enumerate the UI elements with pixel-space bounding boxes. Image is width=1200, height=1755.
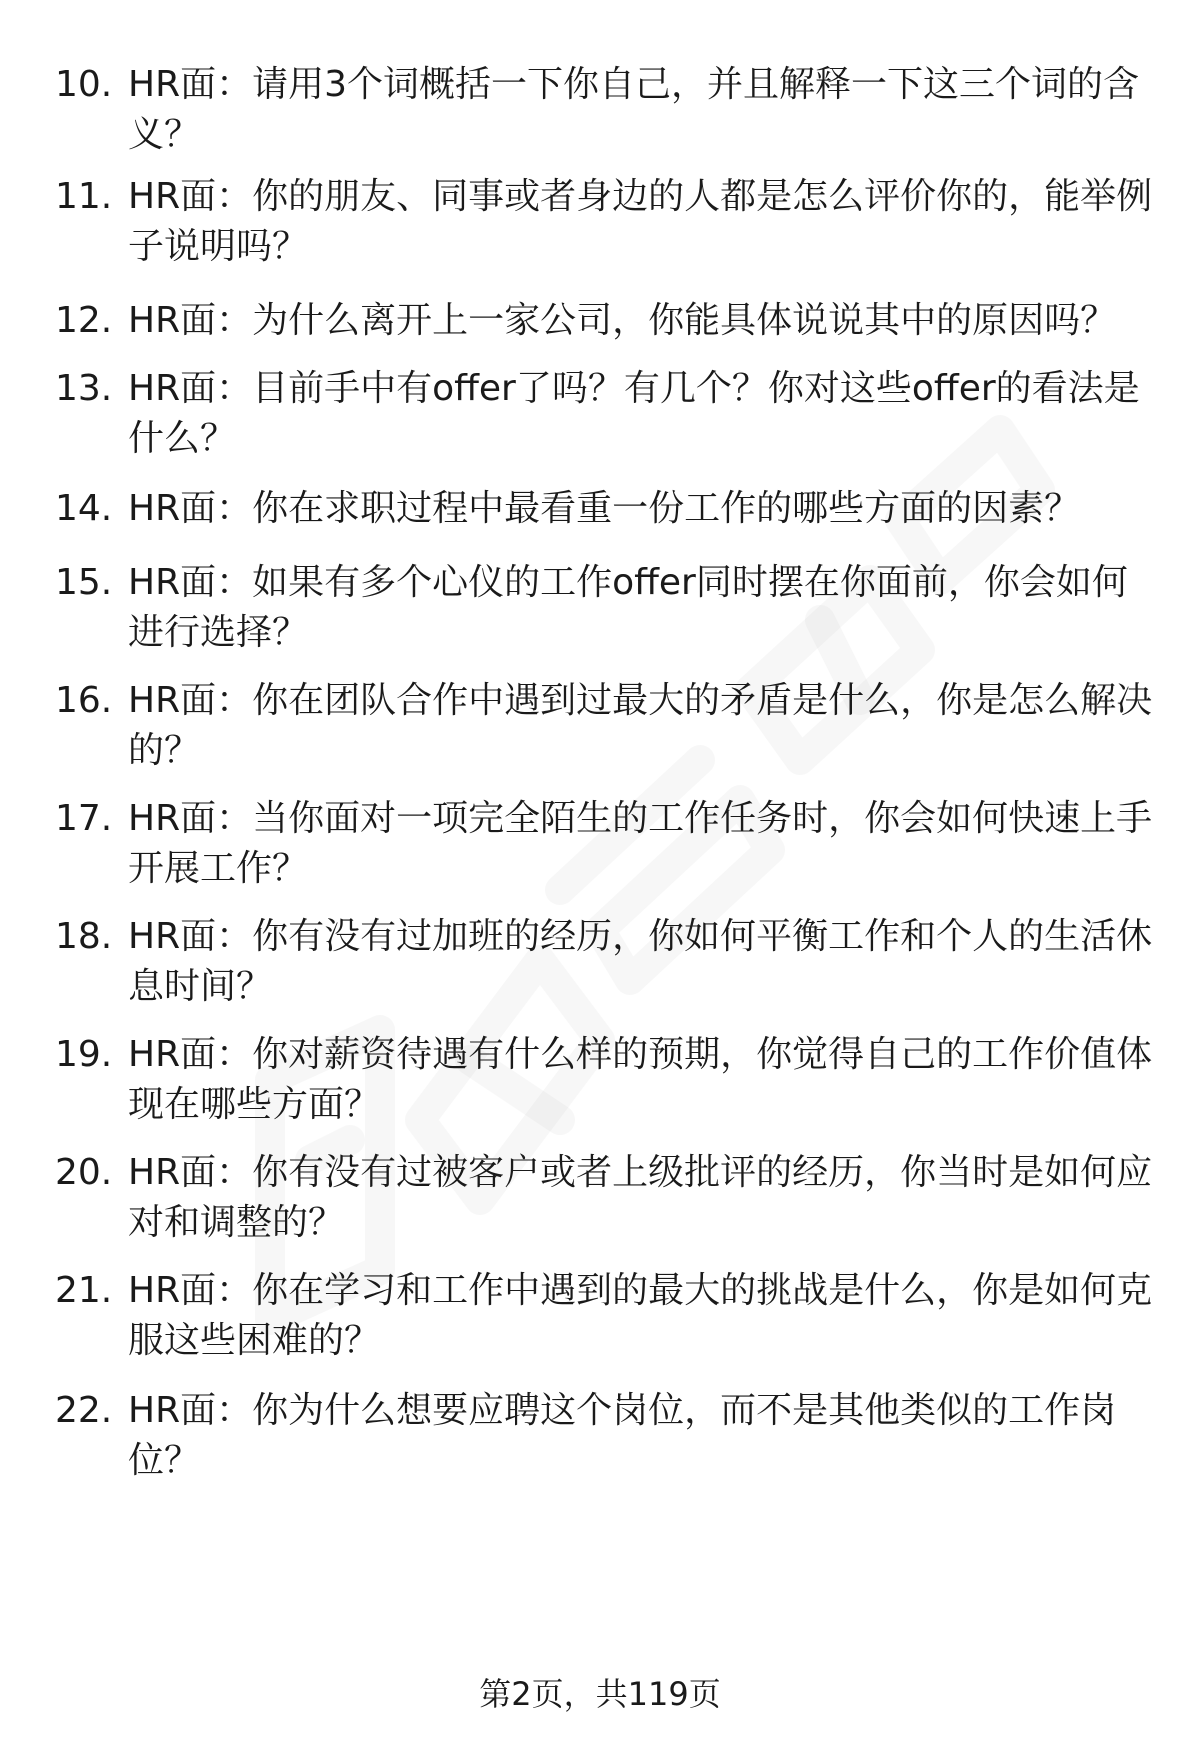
question-item xyxy=(55,1266,1155,1366)
question-text: HR面：当你面对一项完全陌生的工作任务时，你会如何快速上手开展工作？ xyxy=(128,798,1153,889)
question-item xyxy=(55,484,1155,534)
question-number: 15. xyxy=(55,562,113,603)
question-text: HR面：你在求职过程中最看重一份工作的哪些方面的因素？ xyxy=(128,488,1081,529)
question-text: HR面：你有没有过被客户或者上级批评的经历，你当时是如何应对和调整的？ xyxy=(128,1152,1153,1243)
question-item xyxy=(55,296,1155,346)
question-number: 10. xyxy=(55,64,113,105)
question-number: 18. xyxy=(55,916,113,957)
question-text: HR面：为什么离开上一家公司，你能具体说说其中的原因吗？ xyxy=(128,300,1117,341)
question-item xyxy=(55,60,1155,160)
question-number: 21. xyxy=(55,1270,113,1311)
question-text: HR面：你的朋友、同事或者身边的人都是怎么评价你的，能举例子说明吗？ xyxy=(128,176,1153,267)
question-item xyxy=(55,912,1155,1012)
question-text: HR面：你在团队合作中遇到过最大的矛盾是什么，你是怎么解决的？ xyxy=(128,680,1153,771)
question-text: HR面：请用3个词概括一下你自己，并且解释一下这三个词的含义？ xyxy=(128,64,1139,155)
question-number: 11. xyxy=(55,176,113,217)
question-number: 14. xyxy=(55,488,113,529)
question-text: HR面：目前手中有offer了吗？有几个？你对这些offer的看法是什么？ xyxy=(128,368,1140,459)
question-number: 20. xyxy=(55,1152,113,1193)
question-number: 12. xyxy=(55,300,113,341)
question-text: HR面：你为什么想要应聘这个岗位，而不是其他类似的工作岗位？ xyxy=(128,1390,1117,1481)
question-number: 17. xyxy=(55,798,113,839)
page-number: 第2页，共119页 xyxy=(479,1675,721,1713)
question-text: HR面：你有没有过加班的经历，你如何平衡工作和个人的生活休息时间？ xyxy=(128,916,1153,1007)
question-number: 19. xyxy=(55,1034,113,1075)
question-text: HR面：如果有多个心仪的工作offer同时摆在你面前，你会如何进行选择？ xyxy=(128,562,1128,653)
question-item xyxy=(55,1030,1155,1130)
question-number: 22. xyxy=(55,1390,113,1431)
question-item xyxy=(55,364,1155,464)
question-number: 16. xyxy=(55,680,113,721)
question-item xyxy=(55,676,1155,776)
question-number: 13. xyxy=(55,368,113,409)
question-item xyxy=(55,558,1155,658)
question-item xyxy=(55,794,1155,894)
question-item xyxy=(55,1148,1155,1248)
question-text: HR面：你对薪资待遇有什么样的预期，你觉得自己的工作价值体现在哪些方面？ xyxy=(128,1034,1153,1125)
question-text: HR面：你在学习和工作中遇到的最大的挑战是什么，你是如何克服这些困难的？ xyxy=(128,1270,1153,1361)
question-item xyxy=(55,172,1155,272)
question-item xyxy=(55,1386,1155,1486)
